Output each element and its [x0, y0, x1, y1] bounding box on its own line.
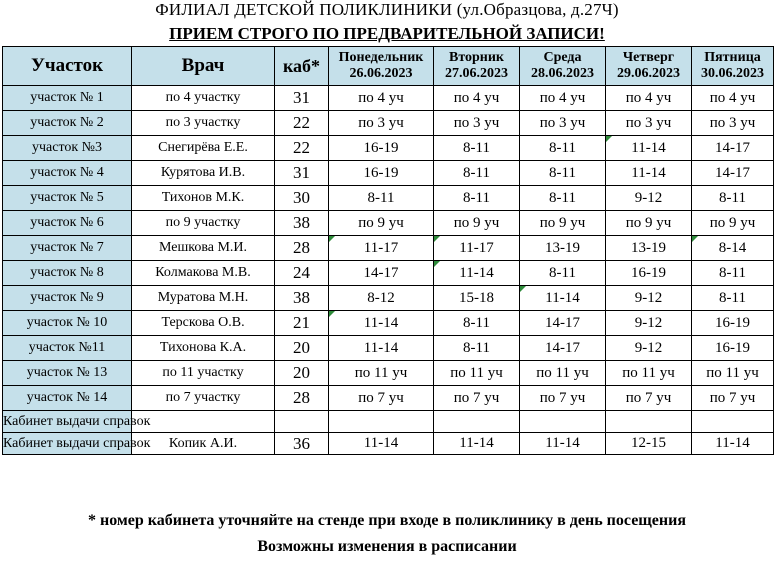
slot-cell-text: 15-18	[459, 289, 494, 306]
slot-cell-text: по 9 уч	[625, 214, 672, 231]
slot-cell-text: 12-15	[631, 435, 666, 451]
area-cell	[3, 186, 132, 211]
slot-cell	[692, 186, 774, 211]
table-row	[3, 311, 774, 336]
doctor-cell-text: по 3 участку	[165, 115, 241, 130]
slot-cell	[692, 433, 774, 455]
area-cell	[3, 111, 132, 136]
slot-cell-text: 11-14	[715, 435, 750, 451]
doctor-cell	[132, 386, 275, 411]
slot-cell	[329, 433, 434, 455]
col-header-day	[606, 47, 692, 86]
day-name: Вторник	[448, 50, 504, 65]
slot-cell-text: по 9 уч	[358, 214, 404, 231]
day-name: Среда	[543, 50, 582, 65]
doctor-cell	[132, 261, 275, 286]
slot-cell	[329, 111, 434, 136]
doctor-cell-text: Снегирёва Е.Е.	[158, 140, 248, 155]
slot-cell	[329, 136, 434, 161]
doctor-cell-text: Муратова М.Н.	[157, 290, 249, 305]
slot-cell-text: 8-11	[719, 289, 746, 306]
room-cell-text: 21	[293, 313, 310, 332]
slot-cell	[329, 411, 434, 433]
area-cell	[3, 136, 132, 161]
slot-cell-text: 11-14	[363, 435, 399, 451]
slot-cell-text: 8-11	[549, 139, 576, 156]
day-date: 29.06.2023	[617, 66, 680, 81]
slot-cell-text: по 11 уч	[354, 364, 408, 381]
corner-marker-icon	[329, 311, 335, 317]
slot-cell	[520, 433, 606, 455]
room-cell	[275, 286, 329, 311]
room-cell	[275, 186, 329, 211]
slot-cell	[434, 311, 520, 336]
slot-cell-text: 9-12	[634, 339, 663, 356]
slot-cell	[434, 336, 520, 361]
slot-cell-text: 11-14	[459, 264, 494, 281]
slot-cell-text: 14-17	[545, 339, 580, 356]
slot-cell	[329, 236, 434, 261]
slot-cell	[434, 161, 520, 186]
doctor-cell-text: Курятова И.В.	[160, 165, 246, 180]
slot-cell-text: по 11 уч	[706, 364, 759, 381]
slot-cell-text: 8-11	[549, 189, 576, 206]
slot-cell-text: 14-17	[715, 164, 750, 181]
table-row	[3, 186, 774, 211]
slot-cell-text: 11-14	[631, 139, 666, 156]
slot-cell	[434, 433, 520, 455]
doctor-cell	[132, 433, 275, 455]
slot-cell-text: 8-12	[367, 289, 395, 306]
table-row	[3, 161, 774, 186]
slot-cell	[520, 286, 606, 311]
slot-cell-text: по 3 уч	[358, 114, 404, 131]
doctor-cell-text: по 7 участку	[165, 390, 241, 405]
room-cell-text: 31	[293, 163, 310, 182]
area-cell-text: участок № 9	[30, 290, 104, 305]
area-cell	[3, 336, 132, 361]
room-cell	[275, 236, 329, 261]
room-cell-text: 38	[293, 213, 310, 232]
table-row	[3, 336, 774, 361]
area-cell-text: участок №3	[31, 140, 103, 155]
slot-cell	[606, 336, 692, 361]
slot-cell-text: по 9 уч	[709, 214, 756, 231]
table-row	[3, 286, 774, 311]
slot-cell	[520, 111, 606, 136]
area-cell	[3, 286, 132, 311]
slot-cell-text: по 3 уч	[709, 114, 756, 131]
area-cell-text: участок №11	[28, 340, 106, 355]
slot-cell	[606, 136, 692, 161]
changes-note: Возможны изменения в расписании	[257, 538, 517, 555]
slot-cell	[520, 136, 606, 161]
slot-cell	[520, 261, 606, 286]
slot-cell-text: 8-11	[463, 164, 490, 181]
slot-cell-text: по 11 уч	[622, 364, 675, 381]
area-cell-text: участок № 2	[30, 115, 104, 130]
area-cell-text: участок № 14	[26, 390, 108, 405]
area-cell	[3, 386, 132, 411]
room-cell	[275, 136, 329, 161]
slot-cell-text: по 4 уч	[539, 89, 586, 106]
slot-cell	[692, 136, 774, 161]
day-date: 27.06.2023	[445, 66, 508, 81]
doctor-cell-text: Терскова О.В.	[161, 315, 245, 330]
area-cell	[3, 311, 132, 336]
corner-marker-icon	[434, 261, 440, 267]
slot-cell	[692, 111, 774, 136]
corner-marker-icon	[520, 286, 526, 292]
doctor-cell	[132, 311, 275, 336]
slot-cell-text: 11-17	[363, 239, 399, 256]
room-cell-text: 31	[293, 88, 310, 107]
room-cell	[275, 261, 329, 286]
slot-cell	[692, 411, 774, 433]
col-header-day	[329, 47, 434, 86]
room-cell	[275, 336, 329, 361]
slot-cell	[606, 361, 692, 386]
room-cell	[275, 433, 329, 455]
room-cell	[275, 386, 329, 411]
doctor-cell	[132, 111, 275, 136]
area-cell-text: участок № 1	[30, 90, 104, 105]
day-name: Понедельник	[338, 50, 424, 65]
slot-cell	[606, 111, 692, 136]
slot-cell	[520, 411, 606, 433]
slot-cell-text: 11-14	[545, 435, 580, 451]
slot-cell-text: по 11 уч	[450, 364, 503, 381]
doctor-cell-text: по 11 участку	[162, 365, 244, 380]
doctor-cell	[132, 361, 275, 386]
slot-cell	[434, 236, 520, 261]
table-row	[3, 261, 774, 286]
slot-cell-text: по 7 уч	[453, 389, 500, 406]
slot-cell	[434, 386, 520, 411]
slot-cell	[329, 211, 434, 236]
slot-cell	[606, 211, 692, 236]
area-cell-text: участок № 7	[30, 240, 104, 255]
room-cell	[275, 161, 329, 186]
slot-cell	[329, 286, 434, 311]
doctor-cell-text: Мешкова М.И.	[158, 240, 248, 255]
slot-cell	[434, 111, 520, 136]
doctor-cell-text: Колмакова М.В.	[155, 265, 251, 280]
slot-cell	[434, 411, 520, 433]
room-cell-text: 28	[293, 388, 310, 407]
area-cell-text: Кабинет выдачи справок	[3, 436, 151, 451]
room-cell-text: 30	[293, 188, 310, 207]
slot-cell	[520, 211, 606, 236]
slot-cell-text: 11-17	[459, 239, 494, 256]
slot-cell-text: 8-11	[463, 189, 490, 206]
slot-cell-text: 14-17	[545, 314, 580, 331]
slot-cell-text: 16-19	[631, 264, 666, 281]
table-row	[3, 433, 774, 455]
slot-cell-text: 8-11	[463, 339, 490, 356]
slot-cell	[329, 361, 434, 386]
doctor-cell	[132, 286, 275, 311]
slot-cell-text: 8-11	[367, 189, 395, 206]
doctor-cell	[132, 411, 275, 433]
page-title: ФИЛИАЛ ДЕТСКОЙ ПОЛИКЛИНИКИ (ул.Образцова, д.27Ч)	[155, 0, 619, 19]
doctor-cell-text: Копик А.И.	[168, 435, 238, 451]
slot-cell	[692, 336, 774, 361]
slot-cell	[329, 186, 434, 211]
area-cell-text: участок № 8	[30, 265, 104, 280]
slot-cell-text: 8-11	[719, 189, 746, 206]
slot-cell	[606, 261, 692, 286]
slot-cell	[520, 86, 606, 111]
slot-cell	[434, 186, 520, 211]
slot-cell	[692, 361, 774, 386]
slot-cell	[606, 186, 692, 211]
slot-cell	[329, 386, 434, 411]
col-header-day	[520, 47, 606, 86]
col-header-area: Участок	[3, 47, 132, 86]
slot-cell	[434, 361, 520, 386]
slot-cell	[692, 261, 774, 286]
room-cell-text: 38	[293, 288, 310, 307]
slot-cell-text: по 7 уч	[358, 389, 404, 406]
corner-marker-icon	[329, 236, 335, 242]
slot-cell	[434, 261, 520, 286]
table-row	[3, 211, 774, 236]
slot-cell	[692, 311, 774, 336]
day-name: Пятница	[704, 50, 761, 65]
slot-cell	[692, 236, 774, 261]
slot-cell-text: по 9 уч	[539, 214, 586, 231]
table-row	[3, 361, 774, 386]
slot-cell-text: по 9 уч	[453, 214, 500, 231]
corner-marker-icon	[692, 236, 698, 242]
table-row	[3, 236, 774, 261]
room-note: * номер кабинета уточняйте на стенде при входе в поликлинику в день посещения	[87, 512, 686, 529]
slot-cell-text: по 4 уч	[709, 89, 756, 106]
area-cell-text: участок № 6	[30, 215, 104, 230]
room-cell-text: 22	[293, 138, 310, 157]
slot-cell-text: 8-14	[718, 239, 747, 256]
corner-marker-icon	[606, 136, 612, 142]
table-row	[3, 111, 774, 136]
table-row	[3, 136, 774, 161]
room-cell-text: 20	[293, 338, 310, 357]
area-cell	[3, 411, 151, 433]
slot-cell	[692, 211, 774, 236]
col-header-doctor: Врач	[132, 47, 275, 86]
slot-cell	[520, 311, 606, 336]
slot-cell	[520, 336, 606, 361]
area-cell	[3, 161, 132, 186]
col-header-day	[692, 47, 774, 86]
slot-cell-text: 11-14	[459, 435, 494, 451]
area-cell-text: Кабинет выдачи справок	[3, 414, 151, 429]
room-cell	[275, 361, 329, 386]
slot-cell	[692, 161, 774, 186]
slot-cell-text: 16-19	[715, 314, 750, 331]
slot-cell-text: 13-19	[545, 239, 580, 256]
area-cell	[3, 433, 151, 455]
area-cell-text: участок № 4	[30, 165, 104, 180]
room-cell	[275, 211, 329, 236]
slot-cell	[520, 186, 606, 211]
area-cell-text: участок № 10	[26, 315, 108, 330]
slot-cell-text: по 4 уч	[358, 89, 404, 106]
slot-cell-text: по 3 уч	[625, 114, 672, 131]
doctor-cell	[132, 336, 275, 361]
room-cell-text: 24	[293, 263, 310, 282]
doctor-cell	[132, 161, 275, 186]
doctor-cell	[132, 236, 275, 261]
slot-cell	[520, 236, 606, 261]
area-cell	[3, 361, 132, 386]
area-cell-text: участок № 5	[30, 190, 104, 205]
doctor-cell-text: по 9 участку	[165, 215, 241, 230]
day-date: 28.06.2023	[531, 66, 594, 81]
slot-cell	[329, 336, 434, 361]
slot-cell	[520, 386, 606, 411]
slot-cell-text: по 3 уч	[539, 114, 586, 131]
slot-cell	[692, 286, 774, 311]
room-cell-text: 22	[293, 113, 310, 132]
slot-cell-text: по 7 уч	[709, 389, 756, 406]
slot-cell-text: 11-14	[631, 164, 666, 181]
slot-cell-text: 8-11	[463, 139, 490, 156]
header-row	[3, 47, 774, 86]
doctor-cell-text: Тихонова К.А.	[159, 340, 247, 355]
slot-cell	[606, 433, 692, 455]
slot-cell-text: 8-11	[549, 264, 576, 281]
schedule-table	[2, 46, 774, 455]
slot-cell	[434, 136, 520, 161]
slot-cell	[692, 86, 774, 111]
room-cell	[275, 111, 329, 136]
day-name: Четверг	[622, 50, 675, 65]
doctor-cell	[132, 211, 275, 236]
room-cell-text: 36	[293, 434, 310, 453]
room-cell-text: 20	[293, 363, 310, 382]
slot-cell-text: по 7 уч	[625, 389, 672, 406]
slot-cell	[329, 311, 434, 336]
slot-cell	[520, 161, 606, 186]
slot-cell	[434, 86, 520, 111]
slot-cell-text: 9-12	[634, 314, 663, 331]
slot-cell	[606, 386, 692, 411]
slot-cell-text: 16-19	[715, 339, 750, 356]
room-cell	[275, 411, 329, 433]
day-date: 30.06.2023	[701, 66, 764, 81]
slot-cell	[606, 236, 692, 261]
slot-cell-text: по 4 уч	[453, 89, 500, 106]
slot-cell	[329, 261, 434, 286]
area-cell	[3, 261, 132, 286]
slot-cell	[692, 386, 774, 411]
room-cell	[275, 86, 329, 111]
slot-cell-text: 9-12	[634, 189, 663, 206]
slot-cell-text: 8-11	[463, 314, 490, 331]
slot-cell-text: 8-11	[719, 264, 746, 281]
slot-cell	[434, 286, 520, 311]
slot-cell-text: 8-11	[549, 164, 576, 181]
slot-cell-text: 16-19	[363, 139, 399, 156]
doctor-cell	[132, 86, 275, 111]
doctor-cell-text: по 4 участку	[165, 90, 241, 105]
table-row	[3, 386, 774, 411]
slot-cell	[606, 161, 692, 186]
doctor-cell	[132, 186, 275, 211]
area-cell-text: участок № 13	[26, 365, 108, 380]
room-cell-text: 28	[293, 238, 310, 257]
slot-cell-text: по 7 уч	[539, 389, 586, 406]
slot-cell	[520, 361, 606, 386]
slot-cell-text: по 11 уч	[536, 364, 589, 381]
table-row	[3, 411, 774, 433]
slot-cell-text: по 4 уч	[625, 89, 672, 106]
area-cell	[3, 211, 132, 236]
slot-cell-text: 14-17	[715, 139, 750, 156]
page-subtitle: ПРИЕМ СТРОГО ПО ПРЕДВАРИТЕЛЬНОЙ ЗАПИСИ!	[169, 24, 605, 43]
slot-cell-text: 16-19	[363, 164, 399, 181]
area-cell	[3, 236, 132, 261]
slot-cell-text: 13-19	[631, 239, 666, 256]
corner-marker-icon	[434, 236, 440, 242]
table-row	[3, 86, 774, 111]
col-header-day	[434, 47, 520, 86]
slot-cell	[434, 211, 520, 236]
room-cell	[275, 311, 329, 336]
slot-cell	[329, 86, 434, 111]
slot-cell-text: 11-14	[545, 289, 580, 306]
slot-cell-text: 9-12	[634, 289, 663, 306]
col-header-room: каб*	[275, 47, 329, 86]
day-date: 26.06.2023	[349, 66, 413, 81]
slot-cell-text: по 3 уч	[453, 114, 500, 131]
slot-cell	[606, 86, 692, 111]
slot-cell-text: 11-14	[363, 339, 399, 356]
slot-cell-text: 11-14	[363, 314, 399, 331]
slot-cell	[606, 286, 692, 311]
slot-cell-text: 14-17	[363, 264, 399, 281]
doctor-cell	[132, 136, 275, 161]
slot-cell	[329, 161, 434, 186]
area-cell	[3, 86, 132, 111]
doctor-cell-text: Тихонов М.К.	[161, 190, 245, 205]
slot-cell	[606, 311, 692, 336]
slot-cell	[606, 411, 692, 433]
